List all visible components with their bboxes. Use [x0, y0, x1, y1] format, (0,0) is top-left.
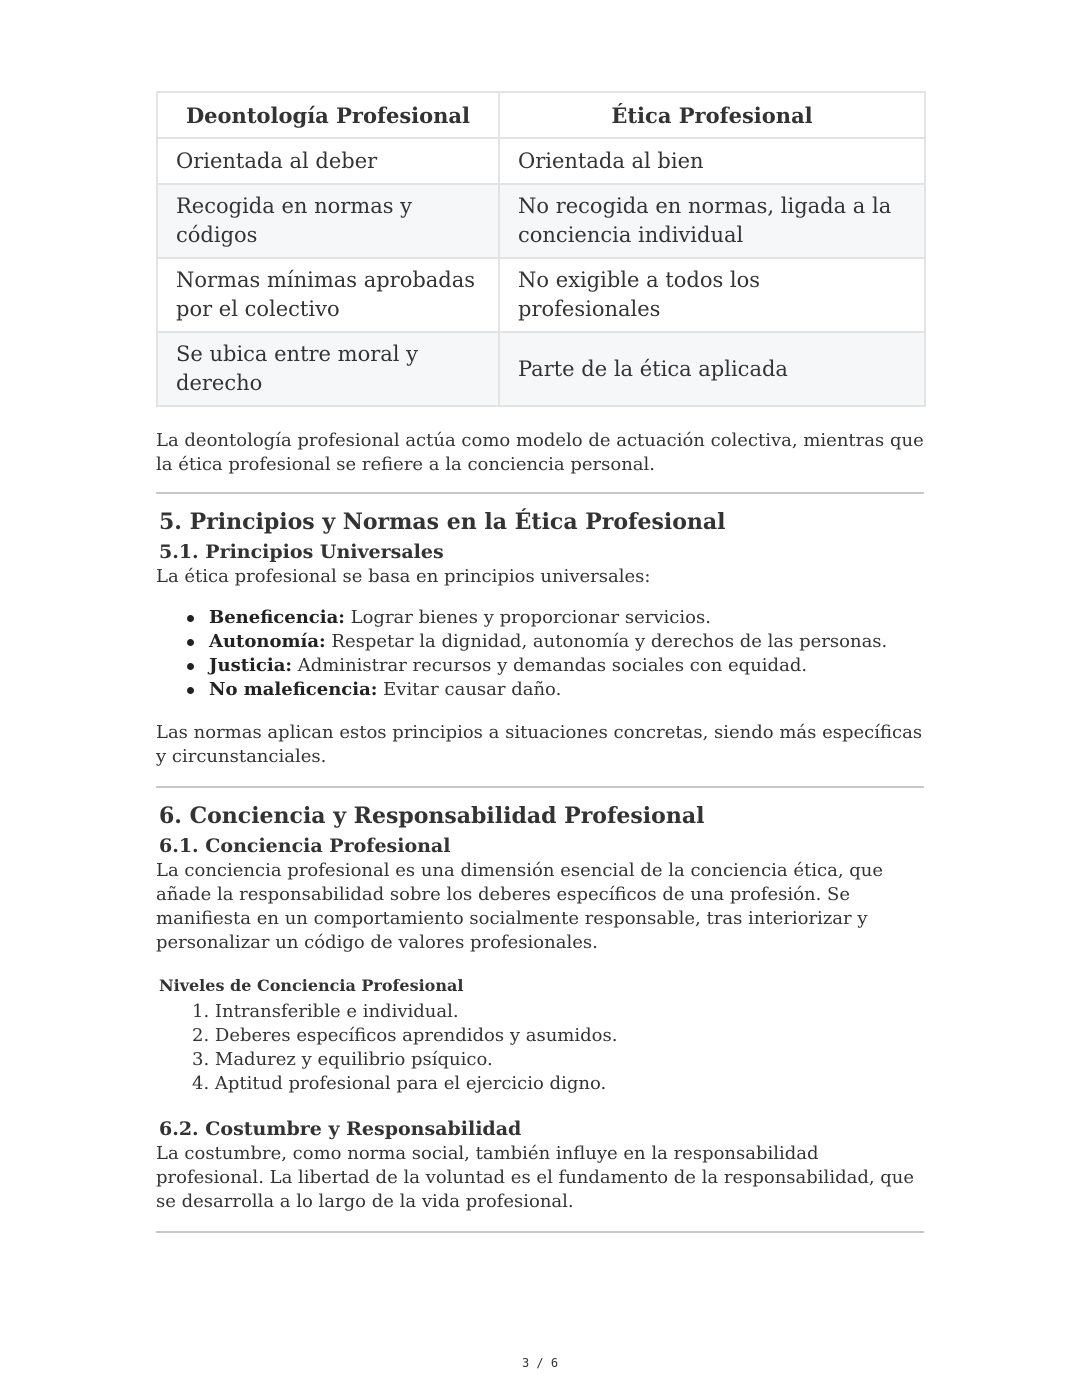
document-page [156, 91, 924, 1233]
section-5-title: 5. Principios y Normas en la Ética Profesional [159, 509, 726, 535]
principle-desc: Respetar la dignidad, autonomía y derechos de las personas. [325, 631, 888, 652]
list-item: 4. Aptitud profesional para el ejercicio digno. [192, 1073, 607, 1094]
principle-term: No maleficencia: [209, 679, 378, 700]
table-header-cell: Ética Profesional [499, 92, 925, 138]
table-cell: Recogida en normas y códigos [157, 184, 499, 258]
list-item: 3. Madurez y equilibrio psíquico. [192, 1049, 493, 1070]
list-item [209, 606, 924, 630]
principle-desc: Evitar causar daño. [377, 679, 562, 700]
table-row [157, 138, 925, 184]
section-6-1-title: 6.1. Conciencia Profesional [159, 835, 451, 857]
table-cell: Orientada al bien [499, 138, 925, 184]
principle-desc: Administrar recursos y demandas sociales con equidad. [292, 655, 808, 676]
bullet-icon [187, 663, 194, 670]
bullet-icon [187, 639, 194, 646]
levels-title: Niveles de Conciencia Profesional [159, 976, 464, 995]
section-6-1-text: La conciencia profesional es una dimensión esencial de la conciencia ética, que añade la responsabilidad sobre los deberes específicos de una profesión. Se manifiesta en un comportamiento socialmente responsable, tras interiorizar y personalizar un código de valores profesionales. [156, 860, 884, 953]
levels-list [156, 1000, 924, 1096]
section-divider [156, 1231, 924, 1233]
table-header-cell: Deontología Profesional [157, 92, 499, 138]
principle-desc: Lograr bienes y proporcionar servicios. [344, 607, 711, 628]
section-6-2-text: La costumbre, como norma social, también influye en la responsabilidad profesional. La libertad de la voluntad es el fundamento de la responsabilidad, que se desarrolla a lo largo de la vida profesional. [156, 1143, 915, 1212]
table-cell: Parte de la ética aplicada [499, 332, 925, 406]
list-item: 1. Intransferible e individual. [192, 1001, 459, 1022]
page-number: 3 / 6 [521, 1356, 559, 1370]
table-cell: Normas mínimas aprobadas por el colectivo [157, 258, 499, 332]
bullet-icon [187, 687, 194, 694]
comparison-table [156, 91, 926, 407]
principle-term: Autonomía: [209, 631, 326, 652]
list-item [209, 654, 924, 678]
section-5-closing: Las normas aplican estos principios a situaciones concretas, siendo más específicas y circunstanciales. [156, 722, 923, 767]
section-5-1-text: La ética profesional se basa en principios universales: [156, 566, 651, 587]
section-6-2-title: 6.2. Costumbre y Responsabilidad [159, 1118, 522, 1140]
table-row [157, 258, 925, 332]
table-row [157, 184, 925, 258]
bullet-icon [187, 615, 194, 622]
principle-term: Beneficencia: [209, 607, 345, 628]
section-divider [156, 786, 924, 788]
table-cell: Orientada al deber [157, 138, 499, 184]
section-6-title: 6. Conciencia y Responsabilidad Profesional [159, 803, 705, 829]
table-cell: Se ubica entre moral y derecho [157, 332, 499, 406]
table-row [157, 332, 925, 406]
table-note: La deontología profesional actúa como modelo de actuación colectiva, mientras que la ética profesional se refiere a la conciencia personal. [156, 430, 924, 475]
section-divider [156, 492, 924, 494]
principle-term: Justicia: [209, 655, 292, 676]
list-item [209, 630, 924, 654]
table-header-row [157, 92, 925, 138]
list-item [209, 678, 924, 702]
list-item: 2. Deberes específicos aprendidos y asumidos. [192, 1025, 618, 1046]
principles-list [156, 606, 924, 702]
table-cell: No recogida en normas, ligada a la conciencia individual [499, 184, 925, 258]
section-5-1-title: 5.1. Principios Universales [159, 541, 444, 563]
table-cell: No exigible a todos los profesionales [499, 258, 925, 332]
